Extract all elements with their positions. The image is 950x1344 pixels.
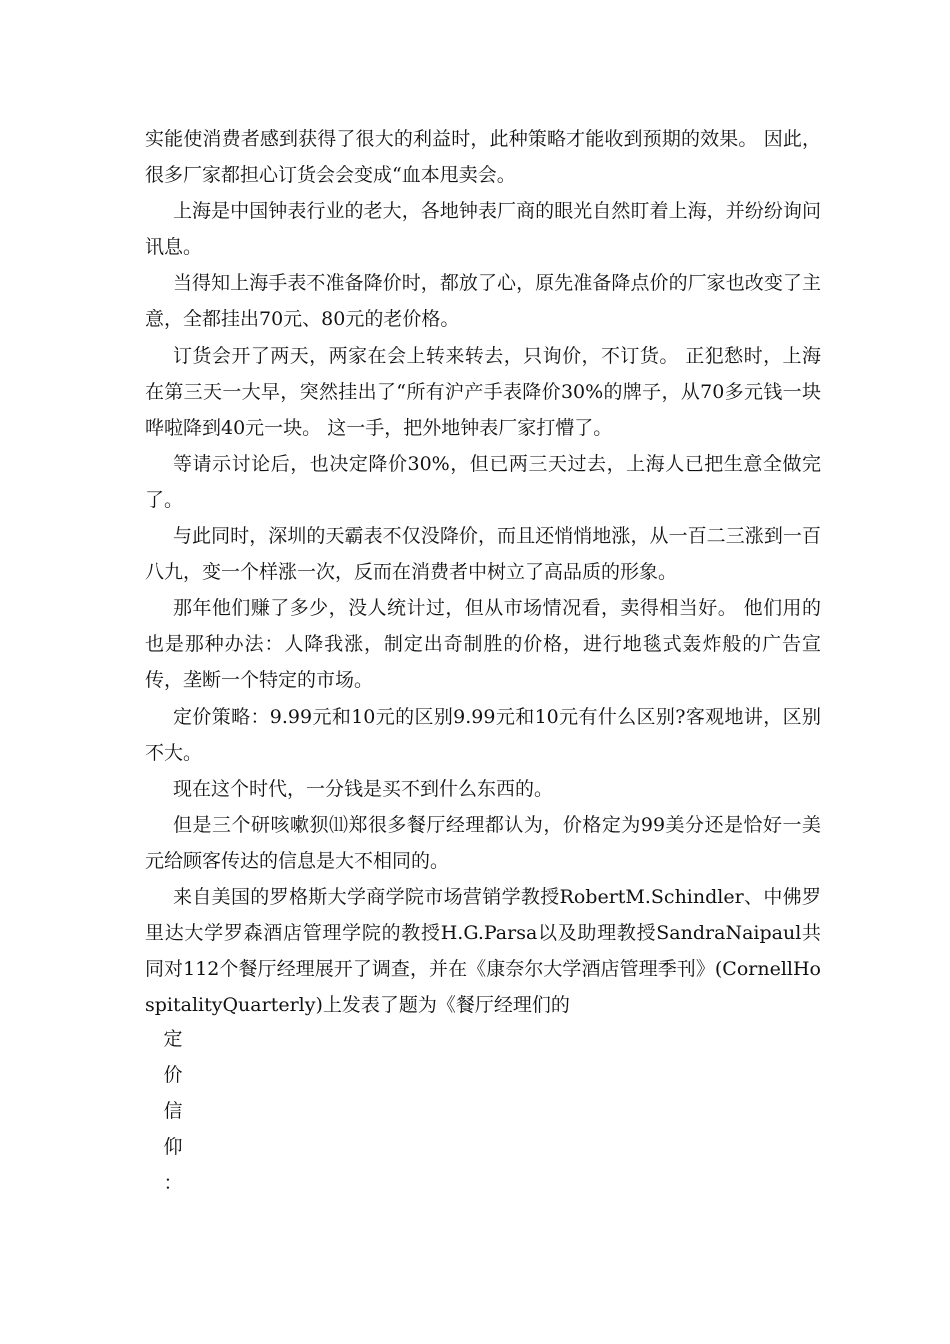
paragraph-8: 定价策略：9.99元和10元的区别9.99元和10元有什么区别?客观地讲，区别不大。 <box>145 705 821 764</box>
vertical-char: 定 <box>163 1028 183 1050</box>
paragraph-2: 上海是中国钟表行业的老大，各地钟表厂商的眼光自然盯着上海，并纷纷询问讯息。 <box>145 200 821 259</box>
paragraph-1: 实能使消费者感到获得了很大的利益时，此种策略才能收到预期的效果。 因此，很多厂家都担心订货会会变成“血本甩卖会。 <box>145 128 821 187</box>
paragraph-4: 订货会开了两天，两家在会上转来转去，只询价，不订货。 正犯愁时，上海在第三天一大早，突然挂出了“所有沪产手表降价30%的牌子，从70多元钱一块哗啦降到40元一块。 这一手，把外地钟表厂家打懵了。 <box>145 344 821 439</box>
paragraph-9: 现在这个时代，一分钱是买不到什么东西的。 <box>173 777 554 800</box>
vertical-char: 仰 <box>163 1136 183 1158</box>
body-text <box>145 121 821 1023</box>
vertical-title-fragment <box>161 1021 185 1201</box>
vertical-char: 信 <box>163 1100 183 1122</box>
paragraph-5: 等请示讨论后，也决定降价30%，但已两三天过去，上海人已把生意全做完了。 <box>145 452 821 511</box>
paragraph-11: 来自美国的罗格斯大学商学院市场营销学教授RobertM.Schindler、中佛罗里达大学罗森酒店管理学院的教授H.G.Parsa以及助理教授SandraNaipaul共同对112个餐厅经理展开了调查，并在《康奈尔大学酒店管理季刊》(CornellHospitalityQuarterly)上发表了题为《餐厅经理们的 <box>145 885 821 1017</box>
paragraph-10: 但是三个研咳嗽狈⑾郑很多餐厅经理都认为，价格定为99美分还是恰好一美元给顾客传达的信息是大不相同的。 <box>145 813 821 872</box>
vertical-char: ： <box>163 1172 183 1194</box>
vertical-char: 价 <box>163 1064 183 1086</box>
paragraph-7: 那年他们赚了多少，没人统计过，但从市场情况看，卖得相当好。 他们用的也是那种办法：人降我涨，制定出奇制胜的价格，进行地毯式轰炸般的广告宣传，垄断一个特定的市场。 <box>145 597 821 692</box>
paragraph-6: 与此同时，深圳的天霸表不仅没降价，而且还悄悄地涨，从一百二三涨到一百八九，变一个样涨一次，反而在消费者中树立了高品质的形象。 <box>145 525 821 584</box>
paragraph-3: 当得知上海手表不准备降价时，都放了心，原先准备降点价的厂家也改变了主意，全都挂出70元、80元的老价格。 <box>145 272 821 331</box>
